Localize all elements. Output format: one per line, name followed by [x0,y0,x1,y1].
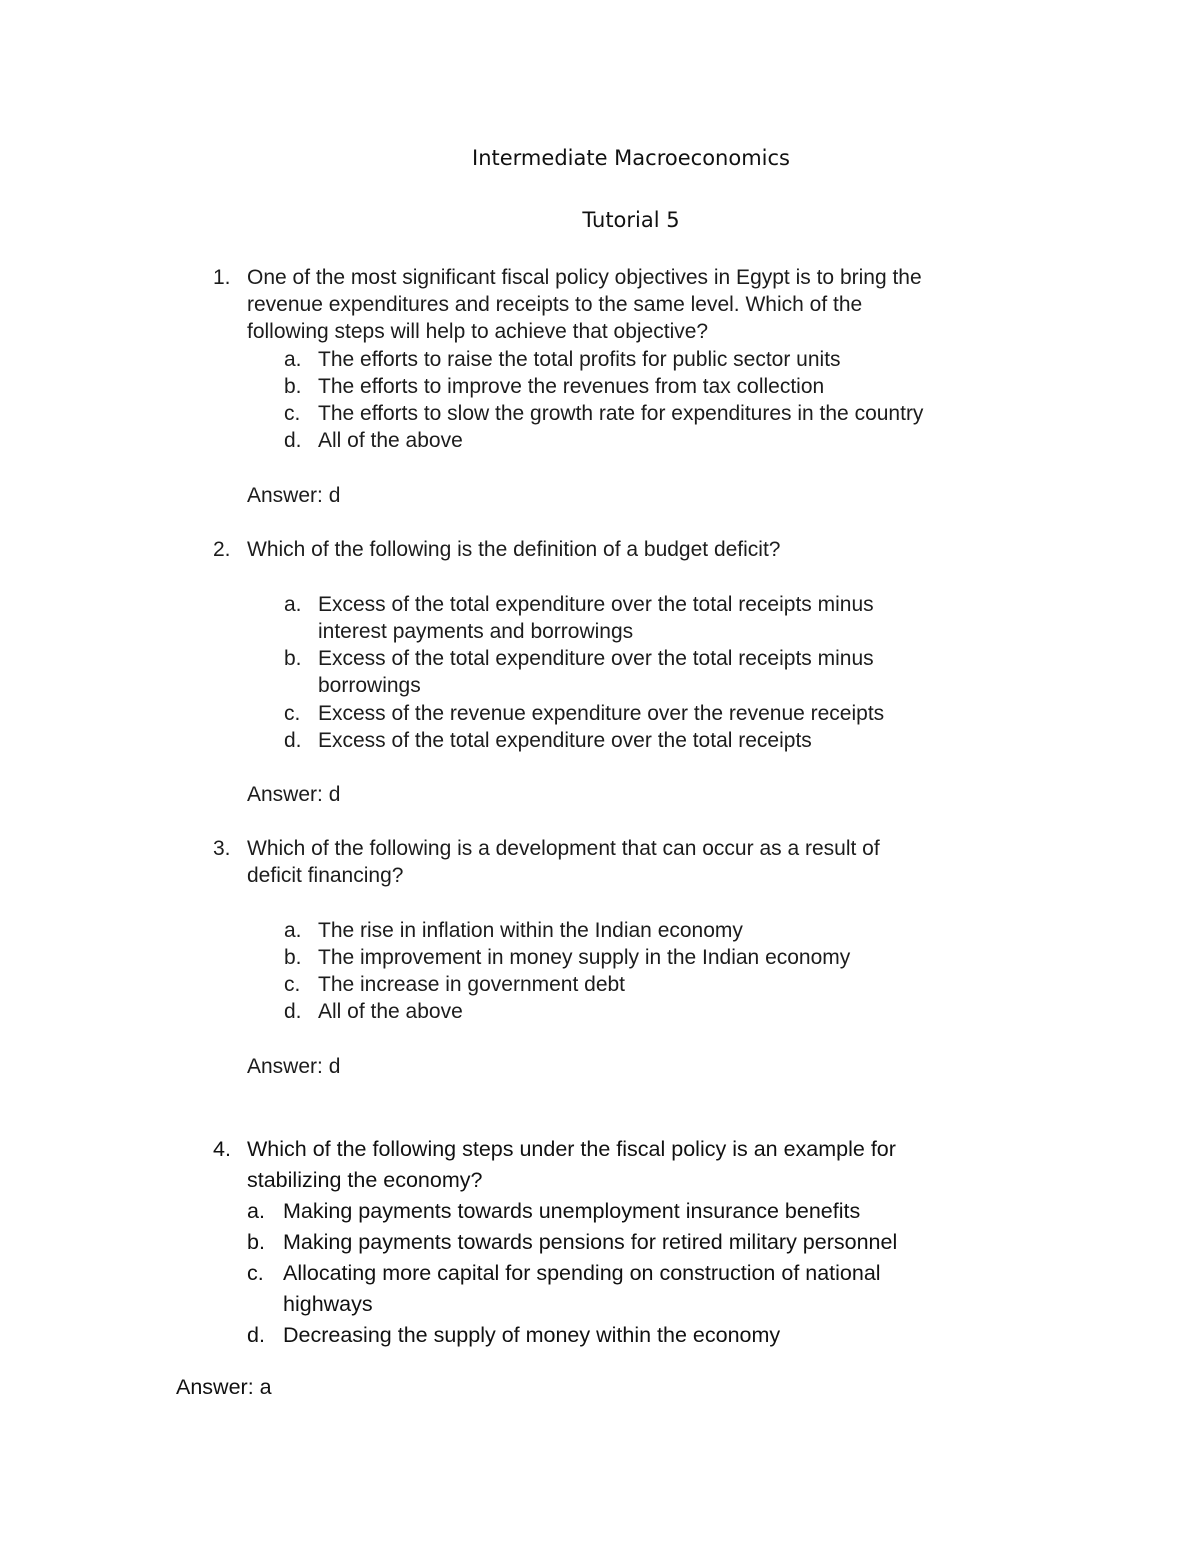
option-letter: a. [284,919,302,942]
option-text: Allocating more capital for spending on construction of national [283,1261,881,1285]
option-text: Excess of the total expenditure over the total receipts [318,729,812,752]
option-letter: b. [284,375,302,398]
question-text-line: Which of the following is the definition of a budget deficit? [247,538,781,561]
option-letter: c. [284,402,301,425]
option-text: Excess of the revenue expenditure over the revenue receipts [318,702,885,725]
question-text-line: revenue expenditures and receipts to the same level. Which of the [247,293,863,316]
question-number: 1. [213,266,231,289]
question-text-line: Which of the following steps under the fiscal policy is an example for [247,1137,896,1161]
option-text: The efforts to slow the growth rate for expenditures in the country [318,402,924,425]
option-letter: c. [247,1261,264,1285]
option-text: Excess of the total expenditure over the total receipts minus [318,647,874,670]
answer-text: Answer: d [247,484,341,507]
option-text: The efforts to improve the revenues from tax collection [318,375,825,398]
question-number: 2. [213,538,231,561]
option-letter: b. [284,946,302,969]
option-text: The rise in inflation within the Indian economy [318,919,743,942]
option-text: interest payments and borrowings [318,620,634,643]
option-letter: d. [284,429,302,452]
option-text: The improvement in money supply in the Indian economy [318,946,851,969]
option-letter: d. [284,729,302,752]
option-text: The increase in government debt [318,973,626,996]
option-letter: d. [284,1000,302,1023]
question-text-line: deficit financing? [247,864,404,887]
document-subtitle: Tutorial 5 [582,208,680,232]
option-text: Making payments towards unemployment insurance benefits [283,1199,861,1223]
question-text-line: One of the most significant fiscal policy objectives in Egypt is to bring the [247,266,922,289]
option-text: highways [283,1292,373,1316]
option-letter: b. [284,647,302,670]
answer-text: Answer: d [247,783,341,806]
option-text: Making payments towards pensions for retired military personnel [283,1230,898,1254]
option-text: borrowings [318,674,421,697]
option-text: All of the above [318,429,463,452]
option-letter: a. [247,1199,265,1223]
option-letter: a. [284,593,302,616]
option-letter: b. [247,1230,265,1254]
option-letter: d. [247,1323,265,1347]
option-letter: c. [284,702,301,725]
question-text-line: Which of the following is a development that can occur as a result of [247,837,880,860]
option-text: Decreasing the supply of money within the economy [283,1323,781,1347]
option-text: All of the above [318,1000,463,1023]
option-letter: c. [284,973,301,996]
question-number: 4. [213,1137,231,1161]
option-letter: a. [284,348,302,371]
document-title: Intermediate Macroeconomics [472,146,790,170]
question-text-line: stabilizing the economy? [247,1168,483,1192]
option-text: The efforts to raise the total profits for public sector units [318,348,841,371]
answer-text: Answer: d [247,1055,341,1078]
question-number: 3. [213,837,231,860]
answer-text: Answer: a [176,1375,272,1399]
option-text: Excess of the total expenditure over the total receipts minus [318,593,874,616]
question-text-line: following steps will help to achieve that objective? [247,320,709,343]
